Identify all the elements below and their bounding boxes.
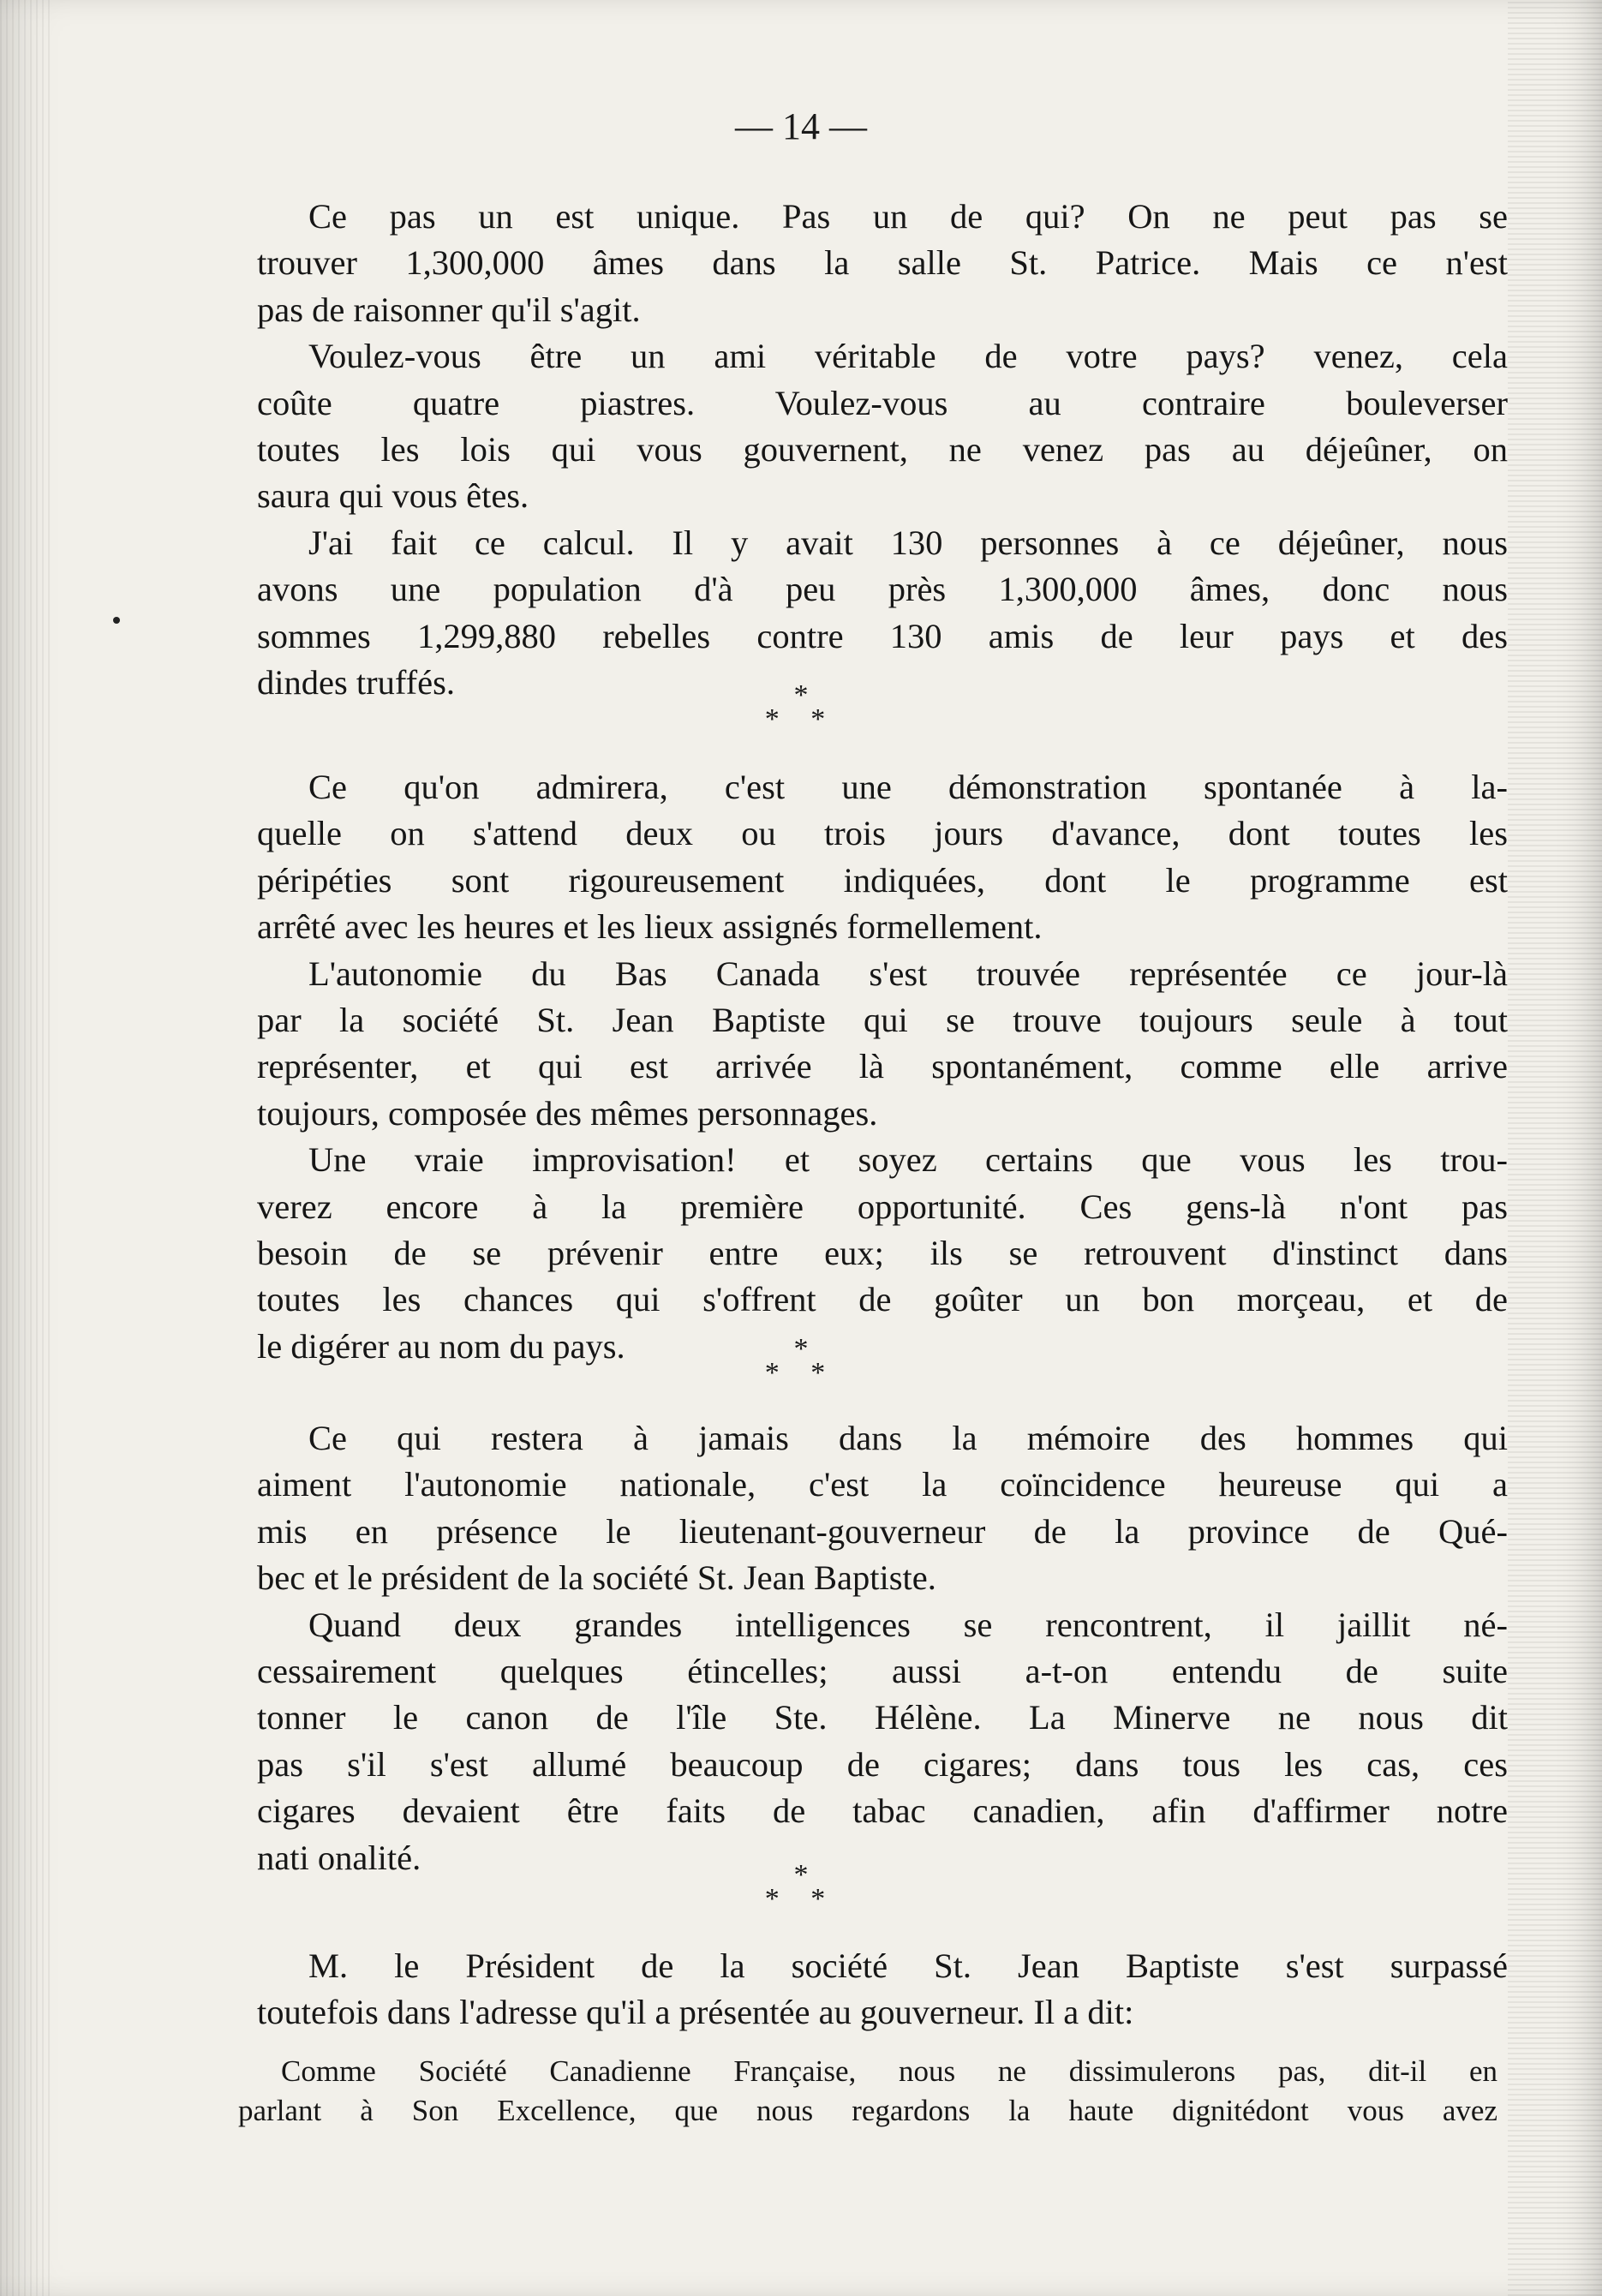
section-4: [257, 1943, 1508, 2036]
line: dindes truffés.: [257, 663, 455, 703]
paragraph: [257, 1415, 1508, 1555]
section-1: [257, 194, 1508, 706]
line: J'ai fait ce calcul. Il y avait 130 personnes à ce déjeûner, nous: [308, 523, 1508, 562]
paragraph-end: [257, 1091, 1508, 1137]
line: arrêté avec les heures et les lieux assignés formellement.: [257, 907, 1043, 947]
line: bec et le président de la société St. Jean Baptiste.: [257, 1558, 936, 1598]
page-number: — 14 —: [735, 105, 867, 147]
line: saura qui vous êtes.: [257, 476, 529, 516]
line: Une vraie improvisation! et soyez certains que vous les trou-: [308, 1140, 1508, 1180]
line: trouver 1,300,000 âmes dans la salle St. Patrice. Mais ce n'est: [257, 243, 1508, 283]
line: parlant à Son Excellence, que nous regardons la haute dignitédont vous avez: [238, 2094, 1497, 2127]
line: le digérer au nom du pays.: [257, 1326, 625, 1366]
line: pas s'il s'est allumé beaucoup de cigares; dans tous les cas, ces: [257, 1744, 1508, 1784]
line: Ce qui restera à jamais dans la mémoire des hommes qui: [308, 1419, 1508, 1457]
line: toujours, composée des mêmes personnages.: [257, 1093, 878, 1133]
paragraph: [257, 194, 1508, 287]
line: quelle on s'attend deux ou trois jours d'avance, dont toutes les: [257, 814, 1508, 853]
line: L'autonomie du Bas Canada s'est trouvée représentée ce jour-là: [308, 954, 1508, 993]
quoted-address-text: [238, 2052, 1497, 2131]
paragraph-end: [257, 473, 1508, 519]
line: toutefois dans l'adresse qu'il a présentée au gouverneur. Il a dit:: [257, 1993, 1134, 2032]
line: Ce qu'on admirera, c'est une démonstration spontanée à la-: [308, 768, 1508, 806]
line: représenter, et qui est arrivée là spontanément, comme elle arrive: [257, 1047, 1508, 1086]
line: cigares devaient être faits de tabac canadien, afin d'affirmer notre: [257, 1791, 1508, 1831]
line: cessairement quelques étincelles; aussi a-t-on entendu de suite: [257, 1652, 1508, 1691]
line: M. le Président de la société St. Jean Baptiste s'est surpassé: [308, 1946, 1508, 1985]
paragraph: [257, 1602, 1508, 1835]
line: péripéties sont rigoureusement indiquées, dont le programme est: [257, 860, 1508, 900]
line: Ce pas un est unique. Pas un de qui? On ne peut pas se: [308, 197, 1508, 236]
line: par la société St. Jean Baptiste qui se trouve toujours seule à tout: [257, 1001, 1508, 1040]
line: verez encore à la première opportunité. Ces gens-là n'ont pas: [257, 1187, 1508, 1226]
ink-spot: [113, 617, 120, 624]
section-separator: * * *: [764, 679, 838, 735]
paragraph-end: [257, 1989, 1508, 2036]
line: Voulez-vous être un ami véritable de votre pays? venez, cela: [308, 337, 1508, 376]
page-edge-left: [0, 0, 51, 2296]
paragraph: [257, 1943, 1508, 1989]
line: besoin de se prévenir entre eux; ils se retrouvent d'instinct dans: [257, 1234, 1508, 1273]
page-edge-right: [1508, 0, 1602, 2296]
line: mis en présence le lieutenant-gouverneur de la province de Qué-: [257, 1511, 1508, 1551]
section-separator: * * *: [764, 1859, 838, 1915]
line: avons une population d'à peu près 1,300,000 âmes, donc nous: [257, 570, 1508, 609]
line: coûte quatre piastres. Voulez-vous au contraire bouleverser: [257, 383, 1508, 422]
quoted-address: [238, 2052, 1497, 2131]
section-separator: * * *: [764, 1333, 838, 1389]
paragraph: [257, 1137, 1508, 1324]
line: toutes les chances qui s'offrent de goûter un bon morçeau, et de: [257, 1280, 1508, 1319]
paragraph-end: [257, 1555, 1508, 1601]
line: sommes 1,299,880 rebelles contre 130 amis de leur pays et des: [257, 616, 1508, 655]
paragraph: [257, 333, 1508, 473]
paragraph: [257, 520, 1508, 660]
section-2: [257, 764, 1508, 1370]
line: pas de raisonner qu'il s'agit.: [257, 290, 641, 329]
line: toutes les lois qui vous gouvernent, ne venez pas au déjeûner, on: [257, 430, 1508, 469]
section-3: [257, 1415, 1508, 1881]
paragraph-end: [257, 287, 1508, 333]
paragraph: [257, 951, 1508, 1091]
line: tonner le canon de l'île Ste. Hélène. La Minerve ne nous dit: [257, 1698, 1508, 1737]
line: Comme Société Canadienne Française, nous ne dissimulerons pas, dit-il en: [281, 2054, 1497, 2088]
line: aiment l'autonomie nationale, c'est la coïncidence heureuse qui a: [257, 1465, 1508, 1504]
line: nati onalité.: [257, 1838, 421, 1877]
line: Quand deux grandes intelligences se rencontrent, il jaillit né-: [308, 1605, 1508, 1644]
paragraph: [257, 764, 1508, 904]
paragraph-end: [257, 904, 1508, 950]
